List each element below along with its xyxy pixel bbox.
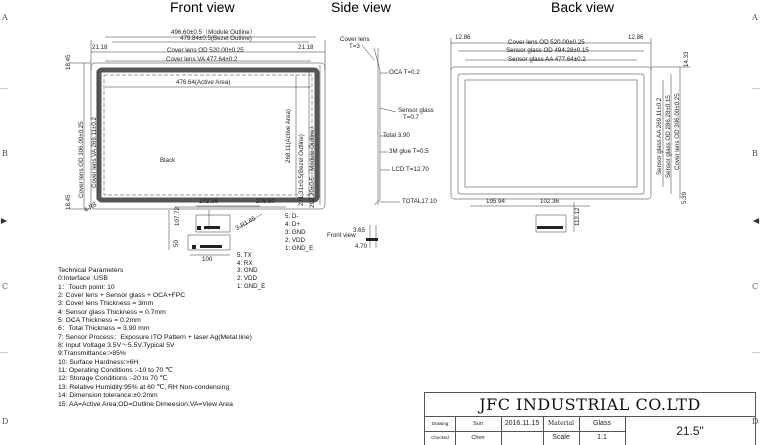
back-sensor-outline (458, 74, 644, 194)
side-total: Total 3.90 (383, 132, 410, 139)
pin-label: 2: VDD (285, 237, 305, 244)
pin-label: 1: GND_E (237, 283, 266, 290)
drawing-date: 2016.11.15 (504, 420, 540, 427)
dim-top-offset: 18.45 (65, 54, 72, 70)
param-line: 6：Total Thickness = 3.90 mm (58, 325, 150, 333)
back-sensor-od: Sensor glass OD 494.28±0.15 (506, 47, 589, 54)
scale-value: 1:1 (597, 434, 607, 441)
panel-size: 21.5" (676, 424, 704, 438)
front-color-label: Black (160, 157, 176, 164)
dim-fpc-radius: 3-R1.65 (234, 215, 257, 233)
pin-label: 2: VDD (237, 275, 257, 282)
dim-left-od: Cover lens OD 306.00±0.25 (78, 121, 85, 198)
back-cover-od: Cover lens OD 520.00±0.25 (508, 39, 585, 46)
side-total2: TOTAL17.10 (402, 198, 437, 205)
dim-module-v: 292.20±0.5（Module Outline） (309, 123, 316, 208)
dim-fpc-2: 208.80 (256, 198, 275, 205)
checked-name: Chen (471, 435, 485, 441)
side-oca: OCA T=0.2 (389, 69, 420, 76)
zone-label: B (2, 149, 8, 158)
dim-fpc-1: 102.36 (199, 198, 218, 205)
material-value: Glass (593, 420, 611, 427)
param-line: 8: Input Voltage 3.5V～5.5V.Typical 5V (58, 342, 175, 350)
params-heading: Technical Parameters (58, 267, 124, 274)
param-line: 15: AA=Active Area;OD=Outline Dimeesion;VA=View Area (58, 400, 233, 408)
scale-label: Scale (552, 434, 570, 441)
dim-active-v: 268.11(Active Area) (285, 109, 292, 163)
back-dim-1: 195.94 (486, 198, 505, 205)
active-area (104, 75, 312, 195)
dim-module-outline: 496.60±0.5（Module Outline） (171, 29, 256, 36)
zone-label: A (752, 13, 758, 22)
dim-active-area: 476.64(Active Area) (176, 79, 231, 86)
technical-parameters (58, 267, 252, 409)
side-glue: 3M glue T=0.5 (389, 148, 429, 155)
back-right-aa: Sensor glass AA 269.11±0.2 (656, 97, 663, 175)
fpc-tail (196, 215, 230, 232)
back-dim-3: 113.12 (574, 207, 581, 226)
back-bottom-offset: 5.39 (681, 191, 688, 204)
back-right-od: Sensor glass OD 286.28±0.15 (665, 95, 672, 178)
pin-label: 3: GND (285, 229, 306, 236)
dim-bottom-offset: 18.45 (65, 194, 72, 210)
param-line: 10: Surface Hardness:>6H (58, 358, 139, 366)
back-sensor-aa (465, 80, 637, 187)
company-name: JFC INDUSTRIAL CO.LTD (425, 393, 755, 417)
connector-pad (537, 226, 563, 229)
dim-cover-od: Cover lens OD 520.00±0.25 (167, 47, 244, 54)
material-label: Material (548, 420, 574, 427)
pin-label: 5: TX (237, 252, 252, 259)
param-line: 12: Storage Conditions :-20 to 70 ℃ (58, 375, 168, 383)
zone-label: D (752, 417, 759, 426)
param-line: 3: Cover lens Thickness = 3mm (58, 300, 154, 308)
zone-label: A (2, 13, 8, 22)
connector-pad (200, 245, 222, 248)
back-top-offset: 14.33 (683, 51, 690, 67)
side-cover-lens: Cover lens (340, 36, 370, 43)
zone-label: D (2, 417, 9, 426)
dim-left-margin: 21.18 (92, 44, 108, 51)
dim-bezel-outline: 479.84±0.5(Bezel Outline) (180, 35, 252, 42)
back-right-cover: Cover lens OD 306.00±0.25 (674, 93, 681, 170)
pin-label: 5: D- (285, 213, 299, 220)
param-line: 14: Dimension tolerance:±0.2mm (58, 392, 158, 400)
side-view-title: Side view (331, 0, 391, 15)
side-dim-1: 3.65 (353, 227, 366, 234)
title-block (424, 392, 759, 445)
back-right-margin: 12.86 (628, 34, 644, 41)
param-line: 1：Touch point: 10 (58, 283, 115, 291)
front-view-title: Front view (170, 0, 235, 15)
dim-cover-va: Cover lens VA 477.64±0.2 (166, 56, 238, 63)
leader-line (362, 45, 374, 60)
dim-left-va: Cover lens VA 269.11±0.2 (91, 117, 98, 188)
checked-label: Checked (431, 435, 449, 440)
side-lcd: LCD T=12.70 (392, 166, 429, 173)
param-line: 11: Operating Conditions :-10 to 70 ℃ (58, 367, 173, 375)
dim-right-margin: 21.18 (298, 44, 314, 51)
back-view-title: Back view (551, 0, 615, 15)
param-line: 2: Cover lens + Sensor glass + OCA+FPC (58, 292, 186, 300)
back-cover-outline (451, 67, 651, 199)
side-sensor-glass: Sensor glass (398, 107, 434, 114)
drawing-label: Drawing (431, 421, 449, 426)
back-left-margin: 12.86 (455, 34, 471, 41)
dim-fpc-4: 50 (173, 240, 180, 247)
pin-label: 4: RX (237, 260, 253, 267)
dim-fpc-5: 100 (202, 256, 213, 263)
connector-pad (197, 226, 201, 230)
pin-label: 1: GND_E (285, 245, 314, 252)
param-line: 5: OCA Thickness = 0.2mm (58, 317, 141, 325)
dim-corner-radius: 4-R8 (82, 201, 98, 214)
side-sensor-t: T=0.7 (403, 114, 419, 121)
side-dim-2: 4.70 (355, 243, 368, 250)
connector-pad (366, 238, 378, 241)
pin-label: 4: D+ (285, 221, 300, 228)
param-line: 4: Sensor glass Thickness = 0.7mm (58, 308, 166, 316)
param-line: 0:Interface :USB (58, 275, 108, 283)
dim-fpc-3: 107.72 (174, 207, 181, 226)
leader-line (380, 108, 396, 112)
side-cover-t: T=3 (349, 43, 360, 50)
pin-label: 3: GND (237, 267, 258, 274)
param-line: 13: Relative Humidity:95% at 60 ℃, RH Non-condensing (58, 383, 230, 391)
param-line: 7: Sensor Process：Exposure ITO Pattern + laser Ag(Metal line) (58, 333, 252, 341)
zone-label: C (2, 282, 9, 291)
dim-bezel-v: 271.31±0.5(Bezel Outline) (298, 134, 305, 206)
back-sensor-aa: Sensor glass AA 477.64±0.2 (508, 56, 586, 63)
zone-label: B (752, 149, 758, 158)
back-dim-2: 102.36 (540, 198, 559, 205)
side-front-view-label: Front view (327, 232, 356, 239)
connector-pad (192, 245, 196, 249)
drawing-name: Sun (473, 421, 483, 427)
param-line: 9:Transmittance:>85% (58, 350, 126, 358)
zone-label: C (752, 282, 759, 291)
connector-pad (204, 226, 220, 229)
back-fpc-tail (536, 215, 566, 232)
side-profile (374, 48, 380, 205)
